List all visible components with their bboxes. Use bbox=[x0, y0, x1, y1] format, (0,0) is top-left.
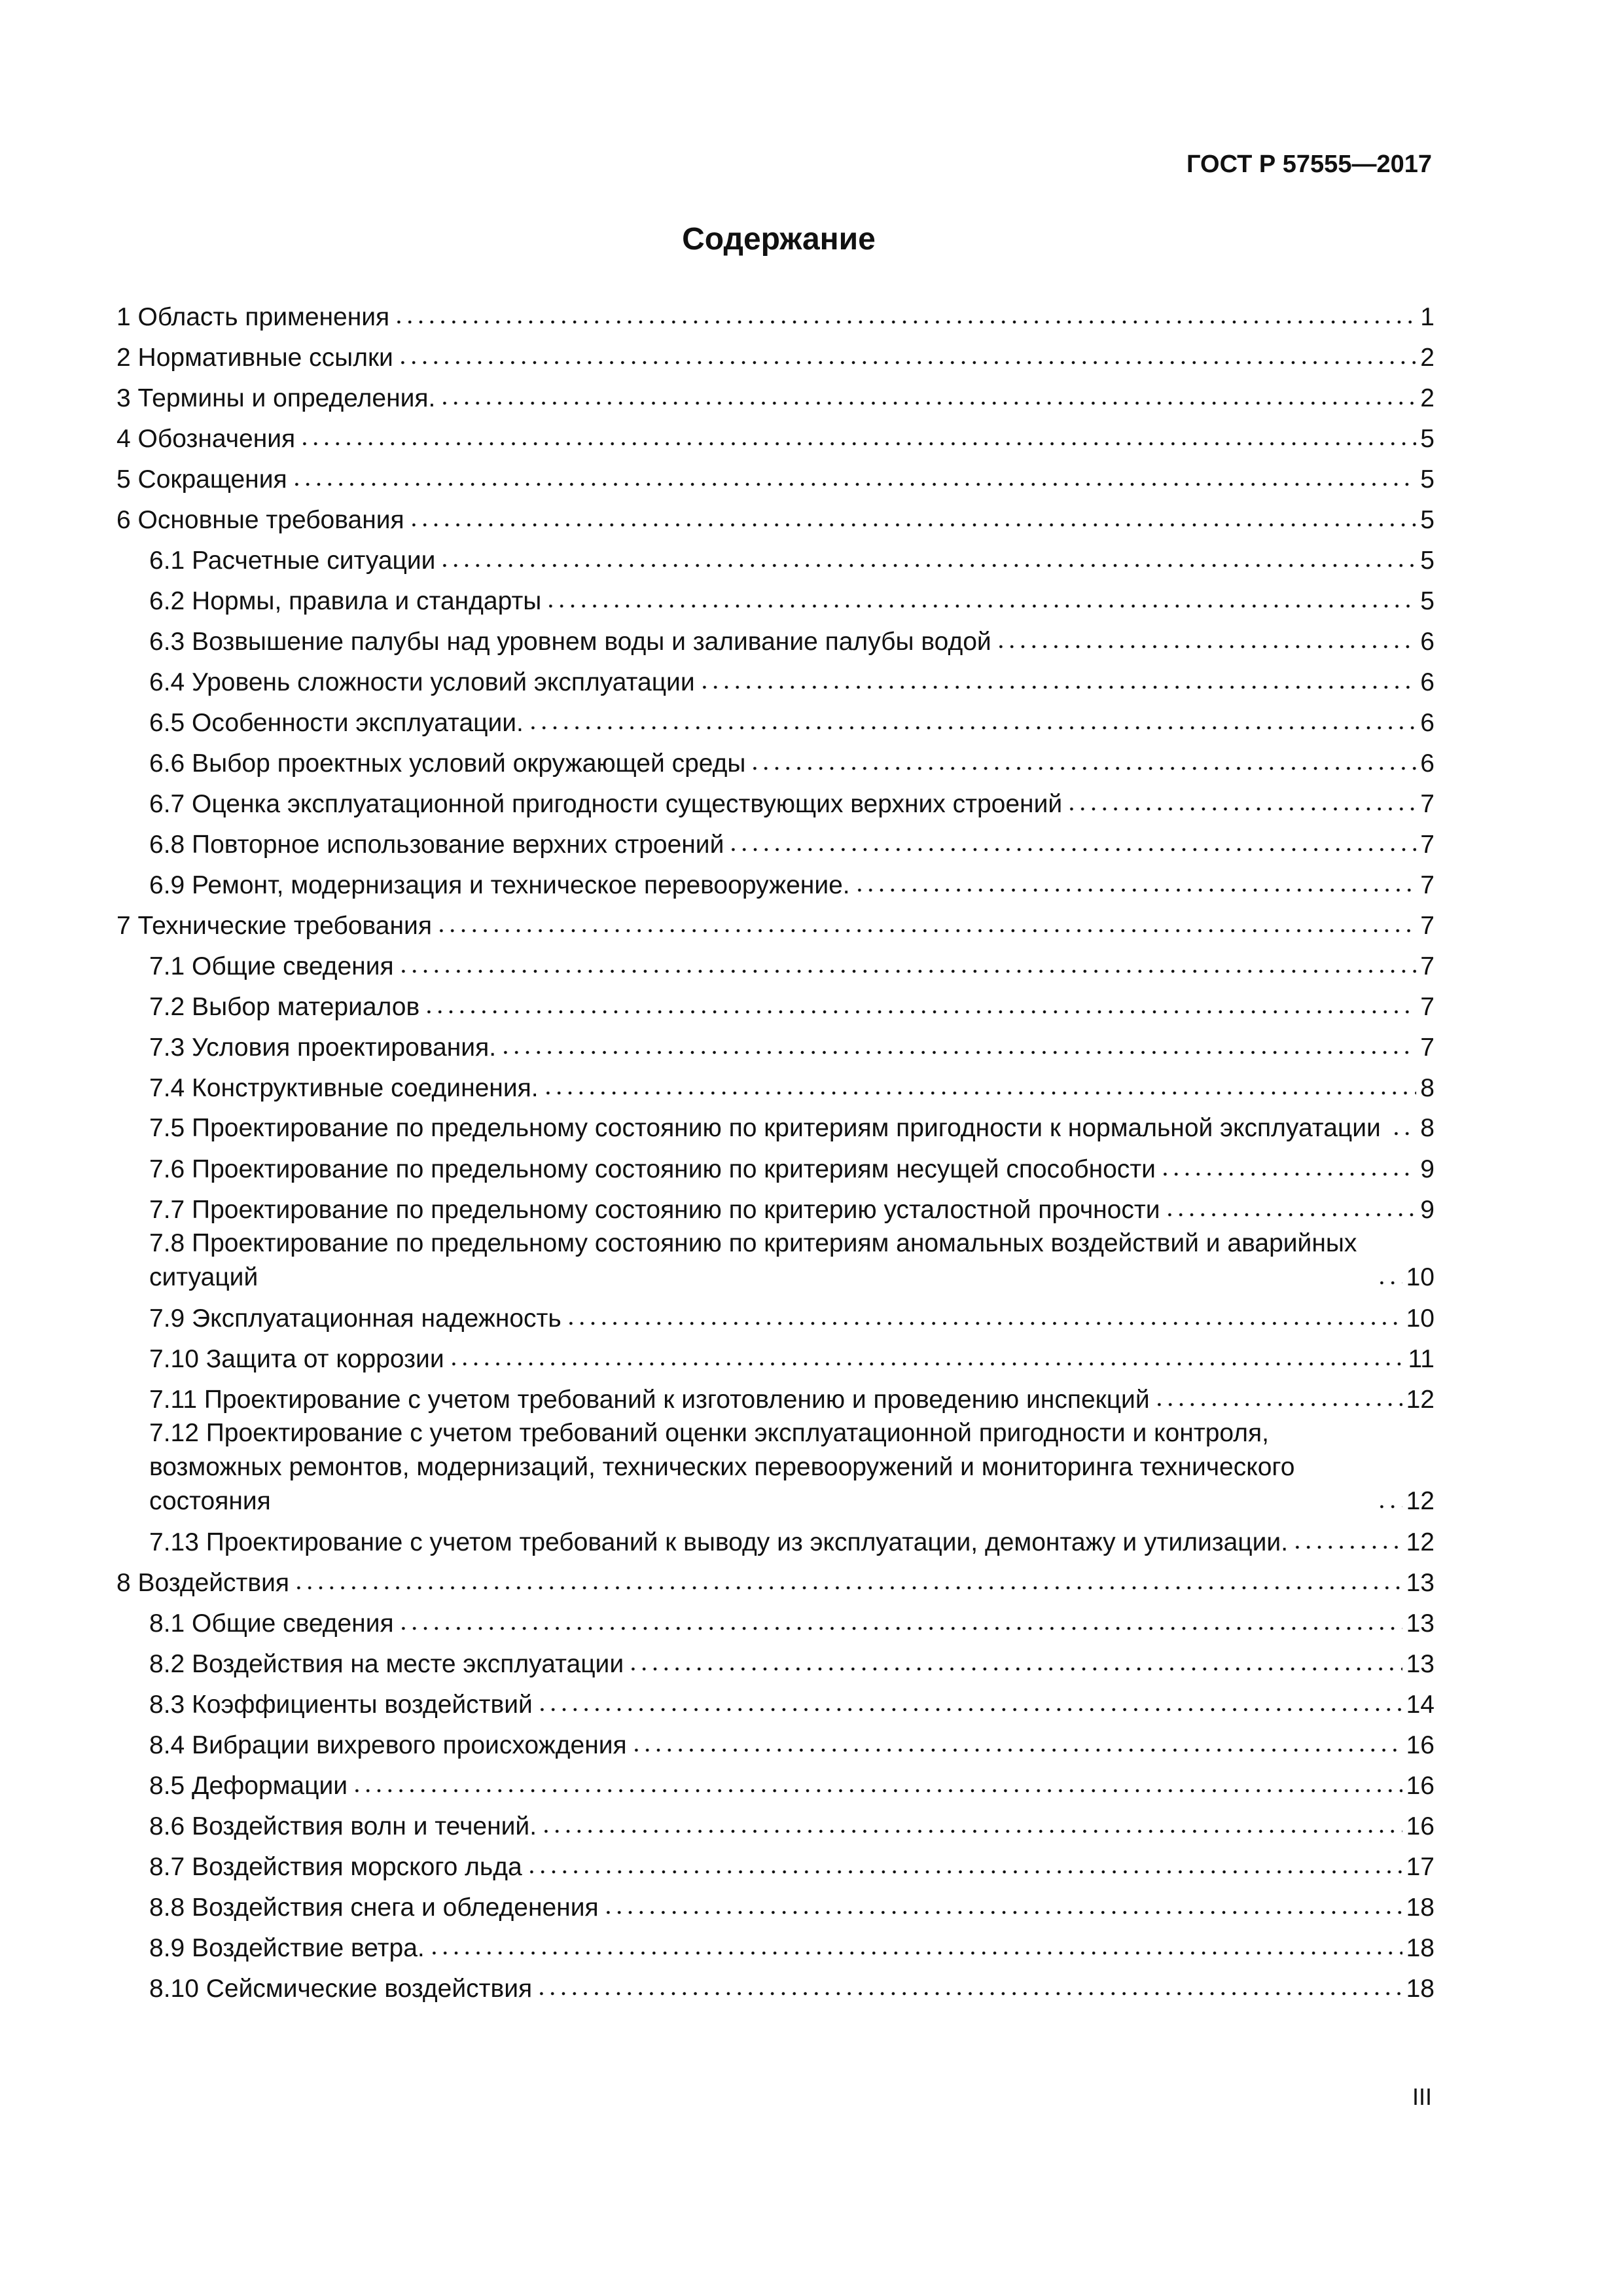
toc-entry[interactable] bbox=[116, 1295, 1435, 1335]
toc-entry[interactable] bbox=[116, 1064, 1435, 1105]
toc-entry-page: 5 bbox=[1420, 506, 1435, 534]
toc-entry[interactable] bbox=[116, 1965, 1435, 2005]
toc-entry[interactable] bbox=[116, 1681, 1435, 1721]
dot-leader bbox=[436, 927, 1416, 935]
toc-entry-label: 8.7 Воздействия морского льда bbox=[149, 1853, 522, 1881]
toc-entry[interactable] bbox=[116, 942, 1435, 983]
toc-entry-label: 7.8 Проектирование по предельному состоянию по критериям аномальных воздействий и аварийных ситуаций bbox=[149, 1229, 1357, 1291]
toc-entry[interactable] bbox=[116, 861, 1435, 902]
toc-entry[interactable] bbox=[116, 1145, 1435, 1186]
page-title: Содержание bbox=[682, 222, 876, 257]
toc-entry-label: 8.3 Коэффициенты воздействий bbox=[149, 1691, 533, 1719]
dot-leader bbox=[526, 1868, 1402, 1876]
toc-entry-page: 8 bbox=[1420, 1074, 1435, 1102]
toc-entry[interactable] bbox=[116, 374, 1435, 415]
toc-entry[interactable] bbox=[116, 618, 1435, 658]
toc-entry-label: 6.3 Возвышение палубы над уровнем воды и заливание палубы водой bbox=[149, 628, 991, 656]
toc-entry-page: 12 bbox=[1406, 1386, 1435, 1414]
toc-entry-label: 8.9 Воздействие ветра. bbox=[149, 1934, 425, 1962]
toc-entry-label: 6.9 Ремонт, модернизация и техническое перевооружение. bbox=[149, 871, 850, 899]
toc-entry-label: 6.2 Нормы, правила и стандарты bbox=[149, 587, 542, 615]
toc-entry-page: 10 bbox=[1406, 1304, 1435, 1333]
dot-leader bbox=[1154, 1401, 1402, 1408]
toc-entry-page: 12 bbox=[1406, 1487, 1435, 1515]
toc-entry[interactable] bbox=[116, 1721, 1435, 1762]
dot-leader bbox=[1391, 1130, 1417, 1138]
toc-entry-label: 8.5 Деформации bbox=[149, 1772, 348, 1800]
dot-leader bbox=[854, 886, 1417, 894]
toc-entry[interactable] bbox=[116, 1227, 1435, 1295]
toc-entry-label: 5 Сокращения bbox=[116, 465, 287, 493]
toc-entry-label: 7.11 Проектирование с учетом требований к изготовлению и проведению инспекций bbox=[149, 1386, 1150, 1414]
dot-leader bbox=[749, 764, 1416, 772]
toc-entry-page: 7 bbox=[1420, 1033, 1435, 1062]
toc-entry-label: 7.6 Проектирование по предельному состоянию по критериям несущей способности bbox=[149, 1155, 1156, 1183]
toc-entry-page: 7 bbox=[1420, 831, 1435, 859]
toc-entry-label: 6 Основные требования bbox=[116, 506, 404, 534]
toc-entry-label: 6.8 Повторное использование верхних строений bbox=[149, 831, 724, 859]
toc-entry[interactable] bbox=[116, 456, 1435, 496]
toc-entry-page: 12 bbox=[1406, 1528, 1435, 1556]
dot-leader bbox=[398, 967, 1417, 975]
toc-entry-label: 6.1 Расчетные ситуации bbox=[149, 547, 436, 575]
toc-entry-label: 2 Нормативные ссылки bbox=[116, 344, 393, 372]
toc-entry[interactable] bbox=[116, 496, 1435, 537]
toc-entry-page: 9 bbox=[1420, 1155, 1435, 1183]
dot-leader bbox=[439, 399, 1416, 407]
toc-entry-page: 14 bbox=[1406, 1691, 1435, 1719]
toc-entry-page: 9 bbox=[1420, 1196, 1435, 1224]
toc-entry-page: 7 bbox=[1420, 993, 1435, 1021]
toc-entry[interactable] bbox=[116, 293, 1435, 334]
toc-entry-page: 16 bbox=[1406, 1731, 1435, 1759]
toc-entry-page: 6 bbox=[1420, 749, 1435, 778]
dot-leader bbox=[423, 1008, 1416, 1016]
toc-entry-page: 5 bbox=[1420, 587, 1435, 615]
toc-entry[interactable] bbox=[116, 1762, 1435, 1803]
toc-entry-label: 8.10 Сейсмические воздействия bbox=[149, 1975, 533, 2003]
toc-entry-page: 5 bbox=[1420, 547, 1435, 575]
dot-leader bbox=[429, 1949, 1402, 1957]
dot-leader bbox=[543, 1089, 1417, 1097]
dot-leader bbox=[393, 318, 1416, 326]
toc-entry-page: 13 bbox=[1406, 1609, 1435, 1638]
toc-entry[interactable] bbox=[116, 1803, 1435, 1843]
toc-entry-label: 3 Термины и определения. bbox=[116, 384, 436, 412]
dot-leader bbox=[536, 1990, 1402, 1998]
toc-entry[interactable] bbox=[116, 415, 1435, 456]
dot-leader bbox=[439, 562, 1416, 569]
toc-entry-label: 7.12 Проектирование с учетом требований оценки эксплуатационной пригодности и контроля, возможных ремонтов, модернизаций, технических перевооружений и мониторинга технического состояния bbox=[149, 1419, 1295, 1515]
toc-entry-page: 17 bbox=[1406, 1853, 1435, 1881]
dot-leader bbox=[448, 1360, 1404, 1368]
dot-leader bbox=[397, 359, 1416, 367]
dot-leader bbox=[565, 1319, 1402, 1327]
toc-entry-label: 4 Обозначения bbox=[116, 425, 296, 453]
toc-entry-label: 7.9 Эксплуатационная надежность bbox=[149, 1304, 562, 1333]
toc-entry[interactable] bbox=[116, 1335, 1435, 1376]
toc-entry-label: 7.4 Конструктивные соединения. bbox=[149, 1074, 539, 1102]
dot-leader bbox=[1066, 805, 1416, 813]
toc-entry-label: 6.4 Уровень сложности условий эксплуатации bbox=[149, 668, 695, 696]
toc-entry-page: 7 bbox=[1420, 790, 1435, 818]
toc-entry-page: 7 bbox=[1420, 871, 1435, 899]
table-of-contents bbox=[116, 293, 1435, 2005]
toc-entry[interactable] bbox=[116, 902, 1435, 942]
toc-entry-label: 7 Технические требования bbox=[116, 912, 432, 940]
page-number: III bbox=[1412, 2083, 1432, 2110]
toc-entry-page: 16 bbox=[1406, 1772, 1435, 1800]
toc-entry-label: 8 Воздействия bbox=[116, 1569, 290, 1597]
toc-entry[interactable] bbox=[116, 1416, 1435, 1518]
toc-entry-page: 6 bbox=[1420, 668, 1435, 696]
toc-entry-label: 8.1 Общие сведения bbox=[149, 1609, 394, 1638]
toc-entry[interactable] bbox=[116, 1924, 1435, 1965]
toc-entry-label: 7.10 Защита от коррозии bbox=[149, 1345, 444, 1373]
toc-entry-label: 7.7 Проектирование по предельному состоянию по критерию усталостной прочности bbox=[149, 1196, 1160, 1224]
toc-entry-label: 8.6 Воздействия волн и течений. bbox=[149, 1812, 537, 1840]
dot-leader bbox=[408, 521, 1417, 529]
toc-entry-page: 5 bbox=[1420, 465, 1435, 493]
toc-entry-page: 18 bbox=[1406, 1893, 1435, 1922]
toc-entry[interactable] bbox=[116, 1884, 1435, 1924]
toc-entry[interactable] bbox=[116, 699, 1435, 740]
toc-entry[interactable] bbox=[116, 537, 1435, 577]
toc-entry-label: 1 Область применения bbox=[116, 303, 390, 331]
toc-entry-page: 6 bbox=[1420, 628, 1435, 656]
toc-entry-page: 2 bbox=[1420, 384, 1435, 412]
toc-entry[interactable] bbox=[116, 740, 1435, 780]
toc-entry-page: 16 bbox=[1406, 1812, 1435, 1840]
toc-entry-page: 2 bbox=[1420, 344, 1435, 372]
dot-leader bbox=[293, 1584, 1402, 1592]
toc-entry-label: 8.8 Воздействия снега и обледенения bbox=[149, 1893, 599, 1922]
toc-entry[interactable] bbox=[116, 780, 1435, 821]
toc-entry[interactable] bbox=[116, 1600, 1435, 1640]
toc-entry-label: 7.13 Проектирование с учетом требований к выводу из эксплуатации, демонтажу и утилизации. bbox=[149, 1528, 1289, 1556]
toc-entry-label: 8.4 Вибрации вихревого происхождения bbox=[149, 1731, 627, 1759]
toc-entry-label: 6.6 Выбор проектных условий окружающей среды bbox=[149, 749, 746, 778]
dot-leader bbox=[1376, 1279, 1402, 1287]
toc-entry[interactable] bbox=[116, 1105, 1435, 1145]
dot-leader bbox=[537, 1706, 1402, 1713]
toc-entry[interactable] bbox=[116, 983, 1435, 1024]
dot-leader bbox=[1376, 1503, 1402, 1511]
toc-entry-label: 7.3 Условия проектирования. bbox=[149, 1033, 497, 1062]
toc-entry[interactable] bbox=[116, 1186, 1435, 1227]
dot-leader bbox=[545, 602, 1416, 610]
toc-entry-page: 18 bbox=[1406, 1975, 1435, 2003]
dot-leader bbox=[728, 846, 1416, 853]
toc-entry-label: 6.7 Оценка эксплуатационной пригодности существующих верхних строений bbox=[149, 790, 1063, 818]
toc-entry[interactable] bbox=[116, 1640, 1435, 1681]
dot-leader bbox=[291, 480, 1417, 488]
toc-entry-page: 13 bbox=[1406, 1569, 1435, 1597]
toc-entry-label: 7.1 Общие сведения bbox=[149, 952, 394, 980]
toc-entry-label: 7.5 Проектирование по предельному состоянию по критериям пригодности к нормальной эксплуатации bbox=[149, 1114, 1381, 1142]
document-code: ГОСТ Р 57555—2017 bbox=[1186, 151, 1432, 178]
toc-entry-page: 7 bbox=[1420, 952, 1435, 980]
dot-leader bbox=[299, 440, 1416, 448]
toc-entry-label: 8.2 Воздействия на месте эксплуатации bbox=[149, 1650, 624, 1678]
toc-entry-label: 7.2 Выбор материалов bbox=[149, 993, 420, 1021]
toc-entry[interactable] bbox=[116, 334, 1435, 374]
toc-entry-page: 10 bbox=[1406, 1263, 1435, 1291]
dot-leader bbox=[500, 1049, 1416, 1056]
toc-entry-label: 6.5 Особенности эксплуатации. bbox=[149, 709, 524, 737]
dot-leader bbox=[398, 1624, 1402, 1632]
toc-entry[interactable] bbox=[116, 1518, 1435, 1559]
toc-entry[interactable] bbox=[116, 1024, 1435, 1064]
toc-entry[interactable] bbox=[116, 1376, 1435, 1416]
toc-entry[interactable] bbox=[116, 658, 1435, 699]
toc-entry-page: 6 bbox=[1420, 709, 1435, 737]
dot-leader bbox=[628, 1665, 1402, 1673]
dot-leader bbox=[1292, 1543, 1402, 1551]
dot-leader bbox=[541, 1827, 1402, 1835]
dot-leader bbox=[631, 1746, 1402, 1754]
dot-leader bbox=[995, 643, 1417, 651]
toc-entry[interactable] bbox=[116, 577, 1435, 618]
dot-leader bbox=[351, 1787, 1402, 1795]
dot-leader bbox=[1160, 1170, 1416, 1178]
toc-entry-page: 1 bbox=[1420, 303, 1435, 331]
toc-entry-page: 13 bbox=[1406, 1650, 1435, 1678]
dot-leader bbox=[527, 724, 1416, 732]
dot-leader bbox=[1164, 1211, 1417, 1219]
toc-entry[interactable] bbox=[116, 1843, 1435, 1884]
toc-entry-page: 18 bbox=[1406, 1934, 1435, 1962]
toc-entry-page: 5 bbox=[1420, 425, 1435, 453]
toc-entry-page: 8 bbox=[1420, 1114, 1435, 1142]
toc-entry-page: 11 bbox=[1408, 1345, 1435, 1373]
toc-entry[interactable] bbox=[116, 821, 1435, 861]
dot-leader bbox=[603, 1909, 1402, 1916]
toc-entry[interactable] bbox=[116, 1559, 1435, 1600]
toc-entry-page: 7 bbox=[1420, 912, 1435, 940]
dot-leader bbox=[699, 683, 1417, 691]
